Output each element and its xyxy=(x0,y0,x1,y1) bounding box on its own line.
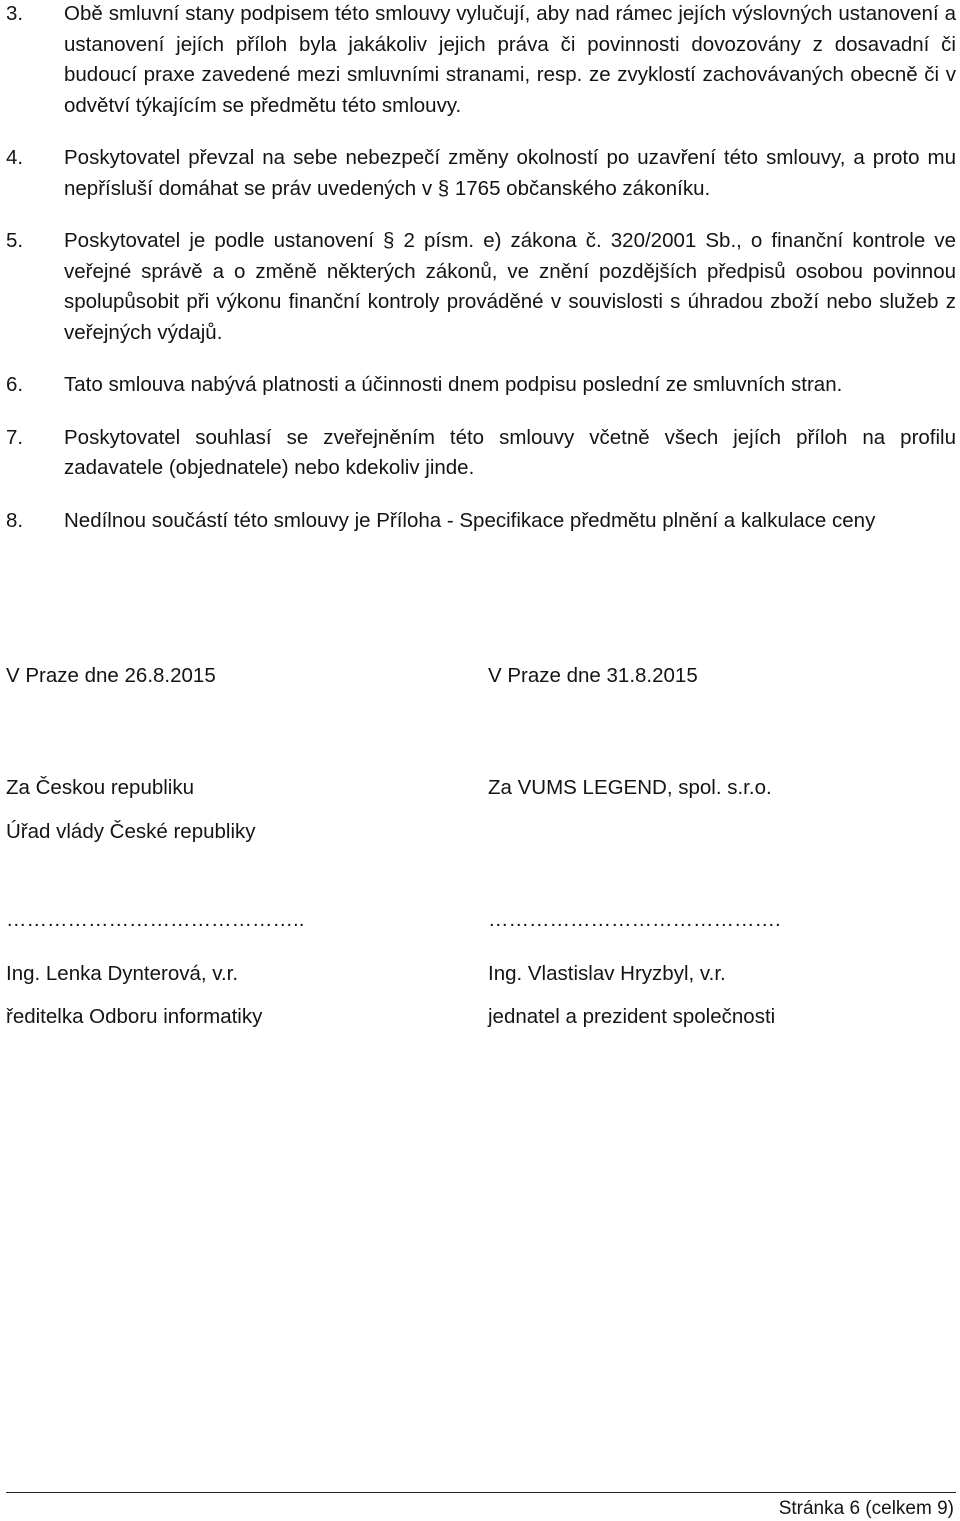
clause-number: 5. xyxy=(6,229,24,252)
clause-number: 4. xyxy=(6,146,24,169)
clause-text: Obě smluvní stany podpisem této smlouvy vylučují, aby nad rámec jejích výslovných ustanovení a ustanovení jejích příloh byla jakákoliv jejich práva či povinnosti dovozovány z dosavadní či budoucí praxe zavedené mezi smluvními stranami, resp. ze zvyklostí zachovávaných obecně či v odvětví týkajícím se předmětu této smlouvy. xyxy=(64,2,956,117)
clause-text: Poskytovatel je podle ustanovení § 2 písm. e) zákona č. 320/2001 Sb., o finanční kontrole ve veřejné správě a o změně některých zákonů, ve znění pozdějších předpisů osobou povinnou spolupůsobit při výkonu finanční kontroly prováděné v souvislosti s úhradou zboží nebo služeb z veřejných výdajů. xyxy=(64,229,956,344)
clause-8 xyxy=(0,506,956,537)
left-place-date: V Praze dne 26.8.2015 xyxy=(6,664,216,687)
page-number: Stránka 6 (celkem 9) xyxy=(778,1498,954,1519)
clause-7 xyxy=(0,423,956,484)
right-signatory-name: Ing. Vlastislav Hryzbyl, v.r. xyxy=(488,962,726,985)
right-party: Za VUMS LEGEND, spol. s.r.o. xyxy=(488,776,772,799)
clause-text: Poskytovatel souhlasí se zveřejněním této smlouvy včetně všech jejích příloh na profilu zadavatele (objednatele) nebo kdekoliv jinde. xyxy=(64,425,956,479)
clause-6 xyxy=(0,370,956,401)
clause-text: Nedílnou součástí této smlouvy je Příloha - Specifikace předmětu plnění a kalkulace ceny xyxy=(64,508,876,532)
clause-number: 8. xyxy=(6,508,24,532)
left-signatory-role: ředitelka Odboru informatiky xyxy=(6,1005,263,1028)
left-signatory-name: Ing. Lenka Dynterová, v.r. xyxy=(6,962,239,985)
clause-number: 6. xyxy=(6,373,24,396)
contract-clauses xyxy=(0,0,960,558)
clause-5 xyxy=(0,226,956,348)
right-signatory-role: jednatel a prezident společnosti xyxy=(488,1005,776,1028)
clause-3 xyxy=(0,0,956,121)
clause-text: Poskytovatel převzal na sebe nebezpečí změny okolností po uzavření této smlouvy, a proto mu nepřísluší domáhat se práv uvedených v § 1765 občanského zákoníku. xyxy=(64,146,956,200)
left-signature-line: …………………………………….. xyxy=(6,908,305,931)
right-place-date: V Praze dne 31.8.2015 xyxy=(488,664,698,687)
left-party-sub: Úřad vlády České republiky xyxy=(6,820,256,843)
clause-4 xyxy=(0,143,956,204)
clause-number: 7. xyxy=(6,425,24,449)
footer-divider xyxy=(6,1492,956,1493)
right-signature-line: ……………………………………. xyxy=(488,908,781,931)
left-party: Za Českou republiku xyxy=(6,776,195,799)
clause-text: Tato smlouva nabývá platnosti a účinnosti dnem podpisu poslední ze smluvních stran. xyxy=(64,373,843,396)
clause-number: 3. xyxy=(6,2,24,25)
